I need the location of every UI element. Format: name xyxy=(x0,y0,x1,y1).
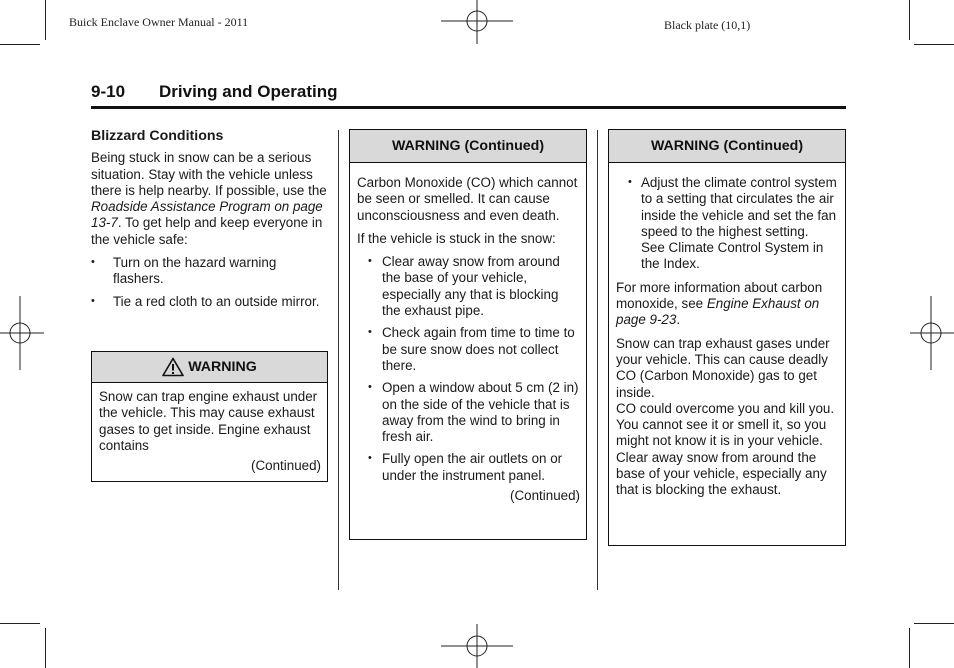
continued-label: (Continued) xyxy=(510,488,580,504)
paragraph: If the vehicle is stuck in the snow: xyxy=(357,230,556,246)
warning-triangle-icon xyxy=(162,357,184,377)
list-item: • Tie a red cloth to an outside mirror. xyxy=(91,293,320,309)
column-divider xyxy=(338,130,339,590)
warning-text: Snow can trap engine exhaust under the vehicle. This may cause exhaust gases to get inside. Engine exhaust contains xyxy=(99,389,318,453)
list-item: • Turn on the hazard warning flashers. xyxy=(91,255,277,287)
crop-mark xyxy=(45,0,46,40)
list-item: • Adjust the climate control system to a setting that circulates the air inside the vehicle and set the fan speed to the highest setting. See Climate Control System in the Index. xyxy=(628,175,837,272)
bullet-icon: • xyxy=(91,256,95,269)
crop-mark xyxy=(914,44,954,45)
intro-paragraph: Being stuck in snow can be a serious situation. Stay with the vehicle unless there is help nearby. If possible, use the Roadside Assistance Program on page 13-7. To get help and keep everyone in the vehicle safe: xyxy=(91,150,327,247)
warning-title: WARNING (Continued) xyxy=(650,138,804,154)
bullet-icon: • xyxy=(91,294,95,307)
registration-mark-left xyxy=(0,296,44,370)
registration-mark-bottom xyxy=(441,624,513,668)
registration-mark-right xyxy=(910,296,954,370)
column-divider xyxy=(597,130,598,590)
list-item: • Fully open the air outlets on or under the instrument panel. xyxy=(368,451,563,483)
section-title-bar xyxy=(91,80,846,109)
paragraph: Carbon Monoxide (CO) which cannot be seen or smelled. It can cause unconsciousness and even death. xyxy=(357,175,578,223)
crop-mark xyxy=(914,623,954,624)
warning-title: WARNING (Continued) xyxy=(391,138,545,154)
warning-box xyxy=(91,351,328,482)
continued-label: (Continued) xyxy=(251,458,321,474)
climate-control-reference: See Climate Control System in the Index. xyxy=(641,240,824,272)
page-number: 9-10 xyxy=(91,82,126,101)
bullet-icon: • xyxy=(628,176,632,188)
column-1 xyxy=(91,128,327,316)
manual-title: Buick Enclave Owner Manual - 2011 xyxy=(69,15,249,29)
crop-mark xyxy=(0,44,40,45)
section-title: Driving and Operating xyxy=(159,82,338,101)
warning-body xyxy=(609,163,845,511)
crop-mark xyxy=(0,623,40,624)
engine-exhaust-reference: Engine Exhaust on page 9-23 xyxy=(616,296,820,328)
list-item: • Check again from time to time to be sure snow does not collect there. xyxy=(368,325,575,373)
warning-header xyxy=(92,352,327,383)
bullet-icon: • xyxy=(368,452,372,465)
warning-box-continued xyxy=(608,129,846,546)
blizzard-heading: Blizzard Conditions xyxy=(91,128,224,144)
crop-mark xyxy=(909,628,910,668)
paragraph: Snow can trap exhaust gases under your vehicle. This can cause deadly CO (Carbon Monoxide) gas to get inside. xyxy=(616,335,830,400)
warning-title: WARNING xyxy=(188,359,257,375)
registration-mark-top xyxy=(441,0,513,44)
plate-label: Black plate (10,1) xyxy=(664,18,751,32)
paragraph: For more information about carbon monoxide, see Engine Exhaust on page 9-23. xyxy=(616,279,823,328)
roadside-assistance-reference: Roadside Assistance Program on page 13-7 xyxy=(91,199,323,231)
warning-body xyxy=(350,163,586,509)
paragraph: CO could overcome you and kill you. You cannot see it or smell it, so you might not know it is in your vehicle. Clear away snow from around the base of your vehicle, especially any that is blocking the exhaust. xyxy=(616,400,835,498)
crop-mark xyxy=(909,0,910,40)
list-item: • Clear away snow from around the base of your vehicle, especially any that is blocking the exhaust pipe. xyxy=(368,254,560,319)
bullet-icon: • xyxy=(368,326,372,339)
bullet-icon: • xyxy=(368,255,372,268)
crop-mark xyxy=(45,628,46,668)
warning-box-continued xyxy=(349,129,587,540)
list-item: • Open a window about 5 cm (2 in) on the side of the vehicle that is away from the wind to bring in fresh air. xyxy=(368,380,579,445)
warning-header xyxy=(350,130,586,163)
warning-header xyxy=(609,130,845,163)
warning-body xyxy=(92,383,327,479)
bullet-icon: • xyxy=(368,381,372,394)
